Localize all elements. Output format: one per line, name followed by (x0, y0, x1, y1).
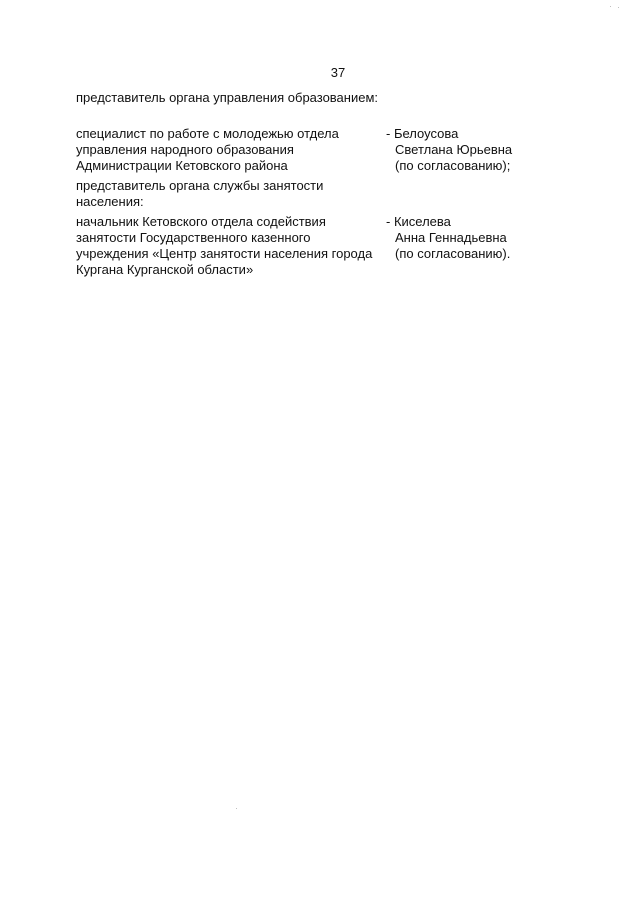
page-number: 37 (330, 65, 346, 80)
education-section-heading (76, 90, 406, 106)
position-line: начальник Кетовского отдела содействия (76, 214, 326, 229)
person-line: Анна Геннадьевна (395, 230, 507, 245)
member-name (386, 126, 546, 174)
scan-speck (618, 7, 619, 8)
person-line: (по согласованию). (395, 246, 511, 261)
person-line: - Киселева (386, 214, 451, 229)
member-name (386, 214, 546, 262)
member-position (76, 214, 381, 278)
position-line: специалист по работе с молодежью отдела (76, 126, 339, 141)
member-entry-belousova (76, 126, 536, 176)
scan-speck (236, 808, 237, 809)
scan-speck (610, 6, 611, 7)
position-line: управления народного образования (76, 142, 294, 157)
person-line: Светлана Юрьевна (395, 142, 513, 157)
education-heading-text: представитель органа управления образованием: (76, 90, 379, 105)
person-line: (по согласованию); (395, 158, 511, 173)
employment-heading-line: населения: (76, 194, 144, 209)
person-line: - Белоусова (386, 126, 459, 141)
position-line: Кургана Курганской области» (76, 262, 254, 277)
position-line: занятости Государственного казенного (76, 230, 311, 245)
position-line: учреждения «Центр занятости населения города (76, 246, 373, 261)
member-entry-kiseleva (76, 214, 536, 280)
position-line: Администрации Кетовского района (76, 158, 288, 173)
employment-heading-line: представитель органа службы занятости (76, 178, 324, 193)
employment-section-heading (76, 178, 386, 210)
member-position (76, 126, 381, 174)
